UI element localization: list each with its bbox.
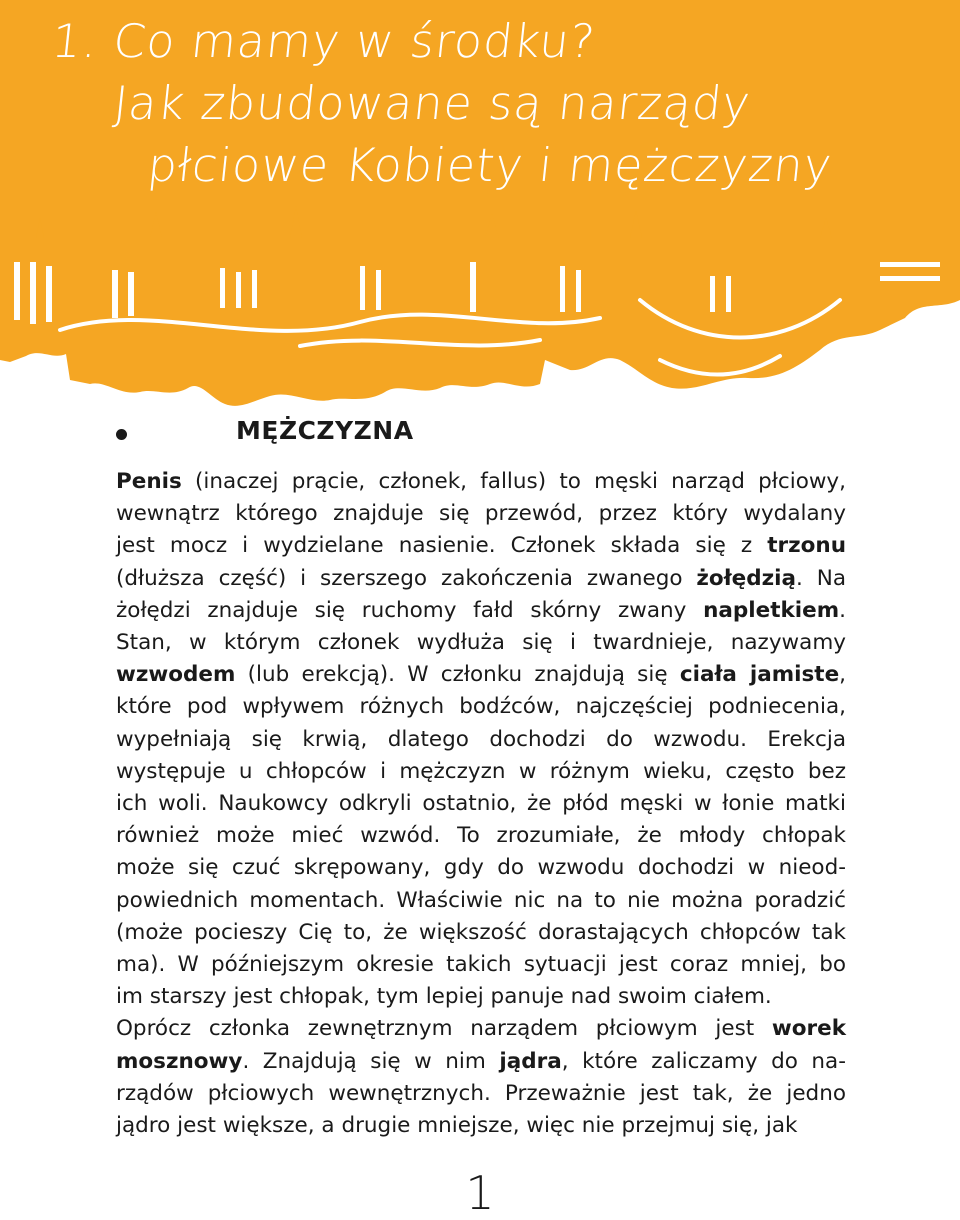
body-line: [116, 627, 846, 659]
body-text-run: jest mocz i wydzielane nasienie. Członek składa się z: [116, 533, 768, 559]
bold-term: żołędzią: [696, 565, 797, 591]
body-line: [116, 756, 846, 788]
body-line: [116, 1078, 846, 1110]
body-text-run: . Znajdują się w nim: [242, 1048, 500, 1074]
body-text-run: (może pocieszy Cię to, że większość dorastających chłopców tak: [116, 919, 846, 945]
body-text-run: , które zaliczamy do na-: [561, 1048, 846, 1074]
body-text-run: (inaczej prącie, członek, fallus) to męski narząd płciowy,: [181, 469, 846, 494]
bold-term: ciała jamiste: [679, 662, 840, 688]
body-text-run: ich woli. Naukowcy odkryli ostatnio, że płód męski w łonie matki: [116, 791, 846, 817]
body-text-run: występuje u chłopców i mężczyzn w różnym wieku, często bez: [116, 758, 846, 784]
body-line: [116, 885, 846, 917]
section-title: MĘŻCZYZNA: [236, 416, 414, 445]
body-text-run: wewnątrz którego znajduje się przewód, przez który wydalany: [116, 501, 846, 527]
body-line: [116, 724, 846, 756]
bold-term: jądra: [499, 1048, 562, 1074]
body-text-run: ma). W późniejszym okresie takich sytuacji jest coraz mniej, bo: [116, 952, 846, 978]
bold-term: trzonu: [767, 533, 846, 559]
body-text-run: również może mieć wzwód. To zrozumiałe, że młody chłopak: [116, 823, 846, 849]
body-line: [116, 1110, 846, 1142]
body-line: [116, 563, 846, 595]
body-text-run: (lub erekcją). W członku znajdują się: [235, 662, 680, 688]
body-text-run: . Na: [796, 565, 846, 591]
body-line: [116, 788, 846, 820]
body-line: [116, 1046, 846, 1078]
body-text-run: Oprócz członka zewnętrznym narządem płciowym jest: [116, 1016, 772, 1042]
body-text-run: im starszy jest chłopak, tym lepiej panuje nad swoim ciałem.: [116, 984, 772, 1010]
body-line: [116, 691, 846, 723]
body-text-run: (dłuższa część) i szerszego zakończenia zwanego: [116, 565, 697, 591]
orange-header-banner: [0, 0, 960, 420]
body-line: [116, 466, 846, 498]
body-paragraph: [116, 466, 846, 1142]
bold-term: Penis: [116, 469, 182, 494]
chapter-title-line-2: Jak zbudowane są narządy: [111, 76, 754, 130]
bold-term: worek: [771, 1016, 846, 1042]
body-text-run: rządów płciowych wewnętrznych. Przeważnie jest tak, że jedno: [116, 1080, 846, 1106]
chapter-title-line-3: płciowe Kobiety i mężczyzny: [145, 138, 835, 192]
body-line: [116, 917, 846, 949]
body-line: [116, 949, 846, 981]
chapter-title: [49, 10, 932, 196]
body-text-run: ,: [839, 662, 846, 688]
body-text-run: może się czuć skrępowany, gdy do wzwodu dochodzi w nieod-: [116, 855, 846, 881]
page-number: 1: [465, 1166, 495, 1220]
body-line: [116, 1013, 846, 1045]
body-text-run: .: [839, 597, 846, 623]
body-line: [116, 659, 846, 691]
bold-term: wzwodem: [116, 662, 236, 688]
body-line: [116, 981, 846, 1013]
body-text-run: żołędzi znajduje się ruchomy fałd skórny zwany: [116, 597, 704, 623]
body-text-run: które pod wpływem różnych bodźców, najczęściej podniecenia,: [116, 694, 846, 720]
body-text-run: wypełniają się krwią, dlatego dochodzi do wzwodu. Erekcja: [116, 726, 846, 752]
bullet-icon: [116, 429, 127, 440]
body-text-run: jądro jest większe, a drugie mniejsze, więc nie przejmuj się, jak: [116, 1113, 798, 1139]
body-text-run: Stan, w którym członek wydłuża się i twardnieje, nazywamy: [116, 630, 846, 656]
bold-term: mosznowy: [116, 1048, 243, 1074]
body-line: [116, 820, 846, 852]
chapter-title-line-1: 1. Co mamy w środku?: [49, 14, 599, 68]
body-line: [116, 595, 846, 627]
body-line: [116, 530, 846, 562]
bold-term: napletkiem: [703, 597, 840, 623]
body-line: [116, 852, 846, 884]
body-line: [116, 498, 846, 530]
body-text-run: powiednich momentach. Właściwie nic na to nie można poradzić: [116, 887, 846, 913]
section-heading: [116, 416, 846, 456]
